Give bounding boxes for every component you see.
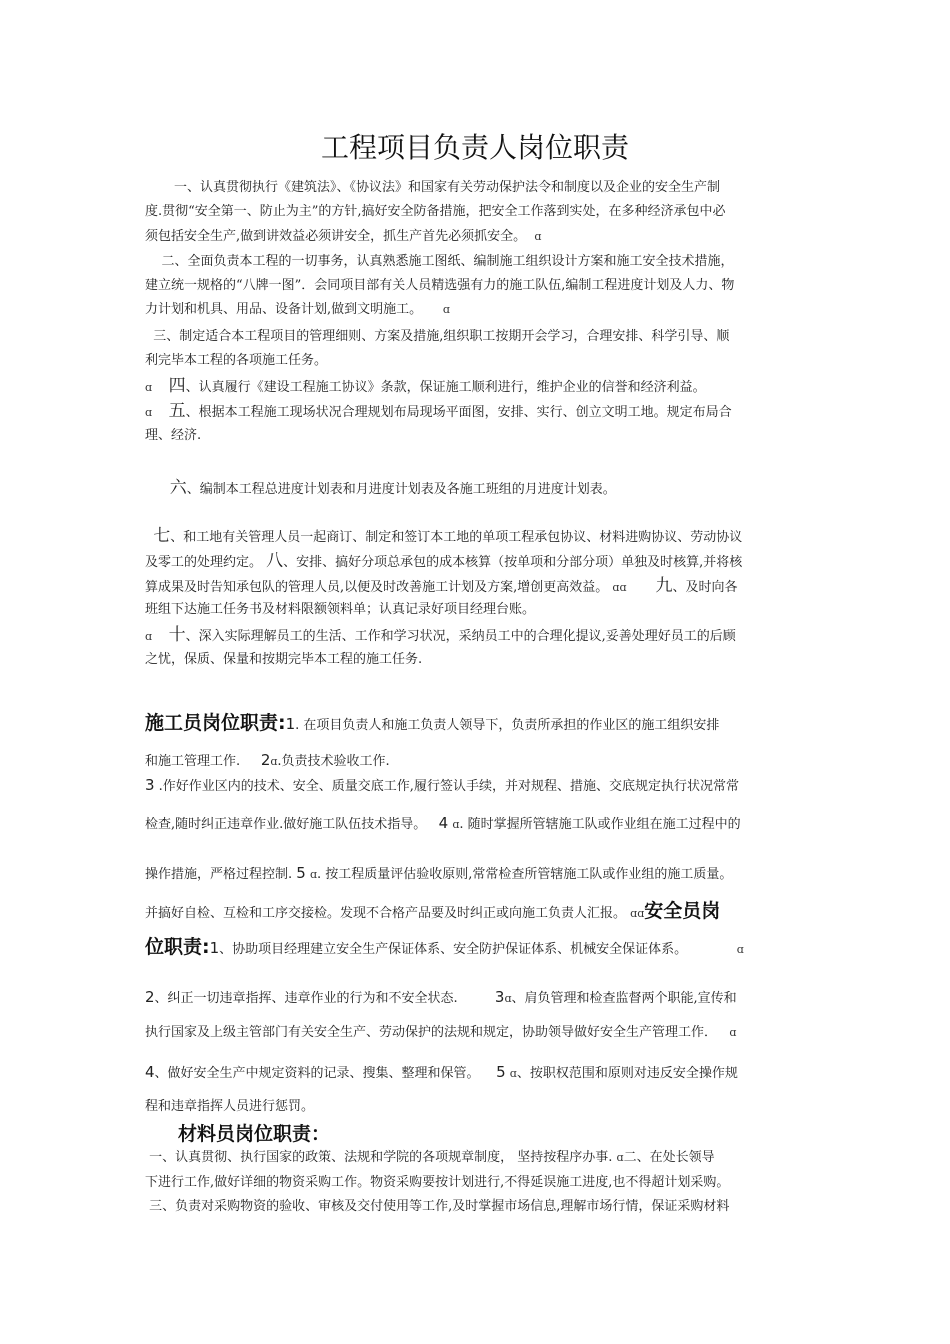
duty-2-line-2: 建立统一规格的“八牌一图”．会同项目部有关人员精选强有力的施工队伍,编制工程进度计划及人力、物 <box>145 278 735 293</box>
paragraph-mark-icon: ɑ <box>616 1151 624 1164</box>
paragraph-mark-icon: ɑ <box>452 818 460 831</box>
duty-7-line-3: 算成果及时告知承包队的管理人员,以便及时改善施工计划及方案,增创更高效益。 ɑɑ 九、及时向各 <box>145 576 738 596</box>
construction-line-3: 3 .作好作业区内的技术、安全、质量交底工作,履行签认手续，并对规程、措施、交底规定执行状况常常 <box>145 776 739 794</box>
materials-line-2: 下进行工作,做好详细的物资采购工作。物资采购要按计划进行,不得延误施工进度,也不得超计划采购。 <box>145 1175 730 1190</box>
duty-7-line-1: 七、和工地有关管理人员一起商订、制定和签订本工地的单项工程承包协议、材料进购协议、劳动协议 <box>153 526 743 546</box>
paragraph-mark-icon: ɑ <box>630 907 638 920</box>
construction-heading: 施工员岗位职责: <box>145 712 286 734</box>
duty-5-line-1: ɑ 五、根据本工程施工现场状况合理规划布局现场平面图，安排、实行、创立文明工地。规定布局合 <box>145 401 732 421</box>
paragraph-mark-icon: ɑ <box>145 630 153 643</box>
duty-3-line-2: 利完毕本工程的各项施工任务。 <box>145 353 328 368</box>
paragraph-mark-icon: ɑ <box>442 303 450 316</box>
paragraph-mark-icon: ɑ <box>309 868 318 881</box>
duty-10-line-1: ɑ 十、深入实际理解员工的生活、工作和学习状况，采纳员工中的合理化提议,妥善处理好员工的后顾 <box>145 625 736 645</box>
safety-line-1: 位职责:1、协助项目经理建立安全生产保证体系、安全防护保证体系、机械安全保证体系。 ɑ <box>145 936 744 958</box>
paragraph-mark-icon: ɑ <box>145 381 153 394</box>
safety-line-2: 2、纠正一切违章指挥、违章作业的行为和不安全状态. 3ɑ、肩负管理和检查监督两个职能,宣传和 <box>145 988 737 1006</box>
construction-line-2: 和施工管理工作. 2ɑ.负责技术验收工作. <box>145 751 390 769</box>
materials-line-1: 一、认真贯彻、执行国家的政策、法规和学院的各项规章制度， 坚持按程序办事. ɑ二、在处长领导 <box>149 1150 715 1165</box>
duty-2-line-3: 力计划和机具、用品、设备计划,做到文明施工。 ɑ <box>145 302 450 317</box>
duty-1-line-2: 度.贯彻“安全第一、防止为主”的方针,搞好安全防备措施，把安全工作落到实处，在多种经济承包中必 <box>145 204 726 219</box>
paragraph-mark-icon: ɑ <box>534 230 542 243</box>
materials-heading: 材料员岗位职责： <box>178 1123 331 1145</box>
page-title: 工程项目负责人岗位职责 <box>320 131 629 164</box>
safety-heading-start: 安全员岗 <box>644 900 721 922</box>
duty-1-line-1: 一、认真贯彻执行《建筑法》、《协议法》和国家有关劳动保护法令和制度以及企业的安全生产制 <box>173 180 720 195</box>
paragraph-mark-icon: ɑ <box>612 581 620 594</box>
paragraph-mark-icon: ɑ <box>509 1067 517 1080</box>
paragraph-mark-icon: ɑ <box>619 581 627 594</box>
safety-heading-end: 位职责: <box>145 936 210 958</box>
materials-line-3: 三、负责对采购物资的验收、审核及交付使用等工作,及时掌握市场信息,理解市场行情，保证采购材料 <box>149 1199 730 1214</box>
construction-line-1: 施工员岗位职责:1. 在项目负责人和施工负责人领导下，负责所承担的作业区的施工组织安排 <box>145 712 720 734</box>
paragraph-mark-icon: ɑ <box>145 406 153 419</box>
duty-10-line-2: 之忧，保质、保量和按期完毕本工程的施工任务. <box>145 652 423 667</box>
duty-1-line-3: 须包括安全生产,做到讲效益必须讲安全，抓生产首先必须抓安全。 ɑ <box>145 229 542 244</box>
paragraph-mark-icon: ɑ <box>729 1026 737 1039</box>
duty-7-line-2: 及零工的处理约定。 八、安排、搞好分项总承包的成本核算（按单项和分部分项）单独及时核算,并将核 <box>145 551 743 571</box>
construction-line-4: 检查,随时纠正违章作业.做好施工队伍技术指导。 4 ɑ. 随时掌握所管辖施工队或作业组在施工过程中的 <box>145 814 741 832</box>
safety-line-3: 执行国家及上级主管部门有关安全生产、劳动保护的法规和规定，协助领导做好安全生产管理工作． ɑ <box>145 1025 737 1040</box>
safety-line-5: 程和违章指挥人员进行惩罚。 <box>145 1099 315 1114</box>
duty-2-line-1: 二、全面负责本工程的一切事务，认真熟悉施工图纸、编制施工组织设计方案和施工安全技术措施， <box>161 254 734 269</box>
duty-4: ɑ 四、认真履行《建设工程施工协议》条款，保证施工顺利进行，维护企业的信誉和经济利益。 <box>145 376 706 396</box>
duty-6: 六、编制本工程总进度计划表和月进度计划表及各施工班组的月进度计划表。 <box>169 478 616 498</box>
paragraph-mark-icon: ɑ <box>504 992 512 1005</box>
safety-line-4: 4、做好安全生产中规定资料的记录、搜集、整理和保管。 5 ɑ、按职权范围和原则对违反安全操作规 <box>145 1063 738 1081</box>
duty-5-line-2: 理、经济. <box>145 428 202 443</box>
paragraph-mark-icon: ɑ <box>736 943 744 956</box>
paragraph-mark-icon: ɑ <box>637 907 645 920</box>
duty-7-line-4: 班组下达施工任务书及材料限额领料单；认真记录好项目经理台账。 <box>145 602 536 617</box>
duty-3-line-1: 三、制定适合本工程项目的管理细则、方案及措施,组织职工按期开会学习，合理安排、科学引导、顺 <box>153 329 730 344</box>
paragraph-mark-icon: ɑ <box>270 755 278 768</box>
construction-line-5: 操作措施，严格过程控制. 5 ɑ. 按工程质量评估验收原则,常常检查所管辖施工队或作业组的施工质量。 <box>145 864 733 882</box>
construction-line-6: 并搞好自检、互检和工序交接检。发现不合格产品要及时纠正或向施工负责人汇报。 ɑɑ安全员岗 <box>145 900 721 922</box>
